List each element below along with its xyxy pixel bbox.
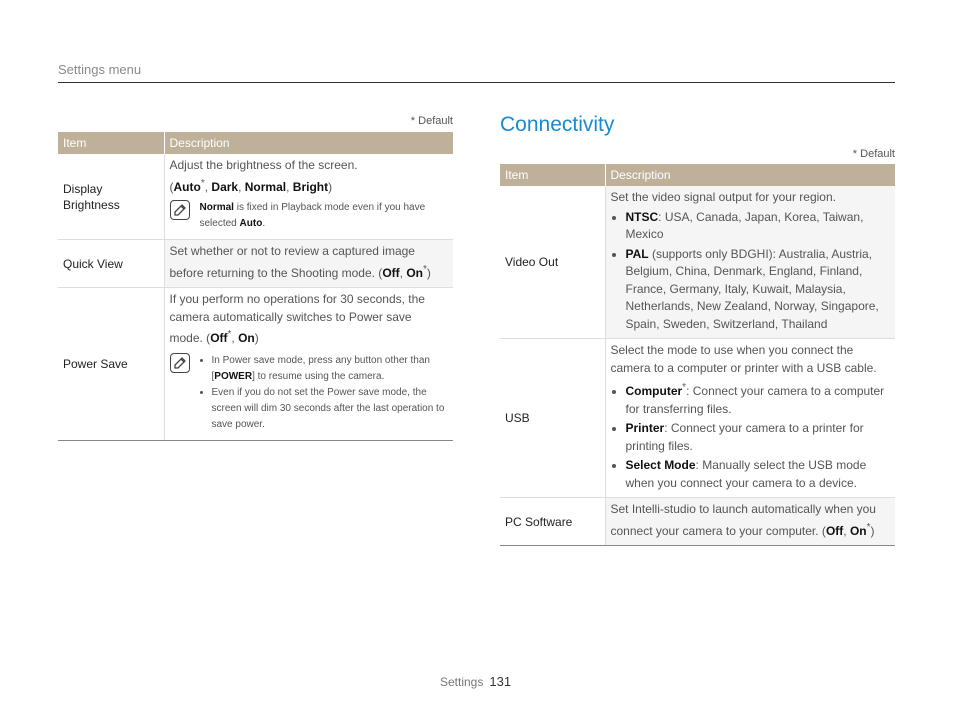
default-note-right: * Default	[852, 148, 895, 160]
settings-table	[58, 132, 453, 441]
list-item: • Select Mode: Manually select the USB mode when you connect your camera to a device.	[626, 457, 891, 492]
list-item: • Computer*: Connect your camera to a computer for transferring files.	[626, 379, 891, 418]
header-title: Settings menu	[58, 62, 142, 77]
row-desc-power-save: If you perform no operations for 30 seconds, the camera automatically switches to Power save mode. (Off*, On) • In Power save mode, press any button other than [POWER] to resume using the camera. • Even if you do not set the Power save mode, the screen will dim 30 seconds after the last operation to save power.	[164, 288, 453, 441]
option-dark: Dark	[211, 179, 239, 194]
row-item-usb: USB	[500, 339, 605, 498]
list-item: • In Power save mode, press any button other than [POWER] to resume using the camera.	[212, 353, 449, 385]
option-bright: Bright	[292, 179, 329, 194]
table-row	[500, 186, 895, 339]
page-number: 131	[489, 674, 512, 689]
note-icon	[170, 353, 190, 373]
note-text	[200, 353, 449, 433]
row-desc-video-out: Set the video signal output for your region. • NTSC: USA, Canada, Japan, Korea, Taiwan, Mexico • PAL (supports only BDGHI): Australia, Austria, Belgium, China, Denmark, England, Finland, France, Germany, Italy, Kuwait, Malaysia, Netherlands, New Zealand, Norway, Singapore, Spain, Sweden, Switzerland, Thailand	[605, 186, 895, 339]
row-desc-pc-software: Set Intelli-studio to launch automatically when you connect your camera to your computer. (Off, On*)	[605, 498, 895, 546]
col-header-description: Description	[164, 132, 453, 154]
page-footer	[440, 674, 511, 689]
row-item-display-brightness: Display Brightness	[58, 154, 164, 240]
option-auto: Auto	[173, 179, 201, 194]
row-desc-usb: Select the mode to use when you connect the camera to a computer or printer with a USB cable. • Computer*: Connect your camera to a computer for transferring files. • Printer: Connect your camera to a printer for printing files. • Select Mode: Manually select the USB mode when you connect your camera to a device.	[605, 339, 895, 498]
connectivity-table	[500, 164, 895, 546]
default-note-left: * Default	[410, 115, 453, 127]
list-item: • PAL (supports only BDGHI): Australia, Austria, Belgium, China, Denmark, England, Finland, France, Germany, Italy, Kuwait, Malaysia, Netherlands, New Zealand, Norway, Singapore, Spain, Sweden, Switzerland, Thailand	[626, 246, 891, 334]
note-text: Normal is fixed in Playback mode even if you have selected Auto.	[199, 202, 426, 229]
footer-section-label: Settings	[440, 675, 484, 689]
row-desc-display-brightness	[164, 154, 453, 240]
list-item: • NTSC: USA, Canada, Japan, Korea, Taiwan, Mexico	[626, 209, 891, 244]
col-header-item: Item	[500, 164, 605, 186]
col-header-description: Description	[605, 164, 895, 186]
col-header-item: Item	[58, 132, 164, 154]
brightness-options: (Auto*, Dark, Normal, Bright)	[169, 177, 333, 194]
row-item-quick-view: Quick View	[58, 240, 164, 288]
note-box	[170, 200, 449, 232]
table-row	[500, 498, 895, 546]
desc-text: Adjust the brightness of the screen.	[169, 158, 358, 172]
list-item: • Printer: Connect your camera to a printer for printing files.	[626, 420, 891, 455]
section-title-connectivity: Connectivity	[500, 113, 615, 136]
table-row	[500, 339, 895, 498]
note-icon	[170, 200, 190, 220]
option-normal: Normal	[244, 179, 287, 194]
list-item: • Even if you do not set the Power save mode, the screen will dim 30 seconds after the last operation to save power.	[212, 385, 449, 433]
row-item-pc-software: PC Software	[500, 498, 605, 546]
row-item-power-save: Power Save	[58, 288, 164, 441]
header-divider	[58, 82, 895, 83]
row-item-video-out: Video Out	[500, 186, 605, 339]
note-box	[170, 353, 449, 433]
table-row	[58, 240, 453, 288]
table-row	[58, 288, 453, 441]
row-desc-quick-view: Set whether or not to review a captured image before returning to the Shooting mode. (Off, On*)	[164, 240, 453, 288]
table-row	[58, 154, 453, 240]
